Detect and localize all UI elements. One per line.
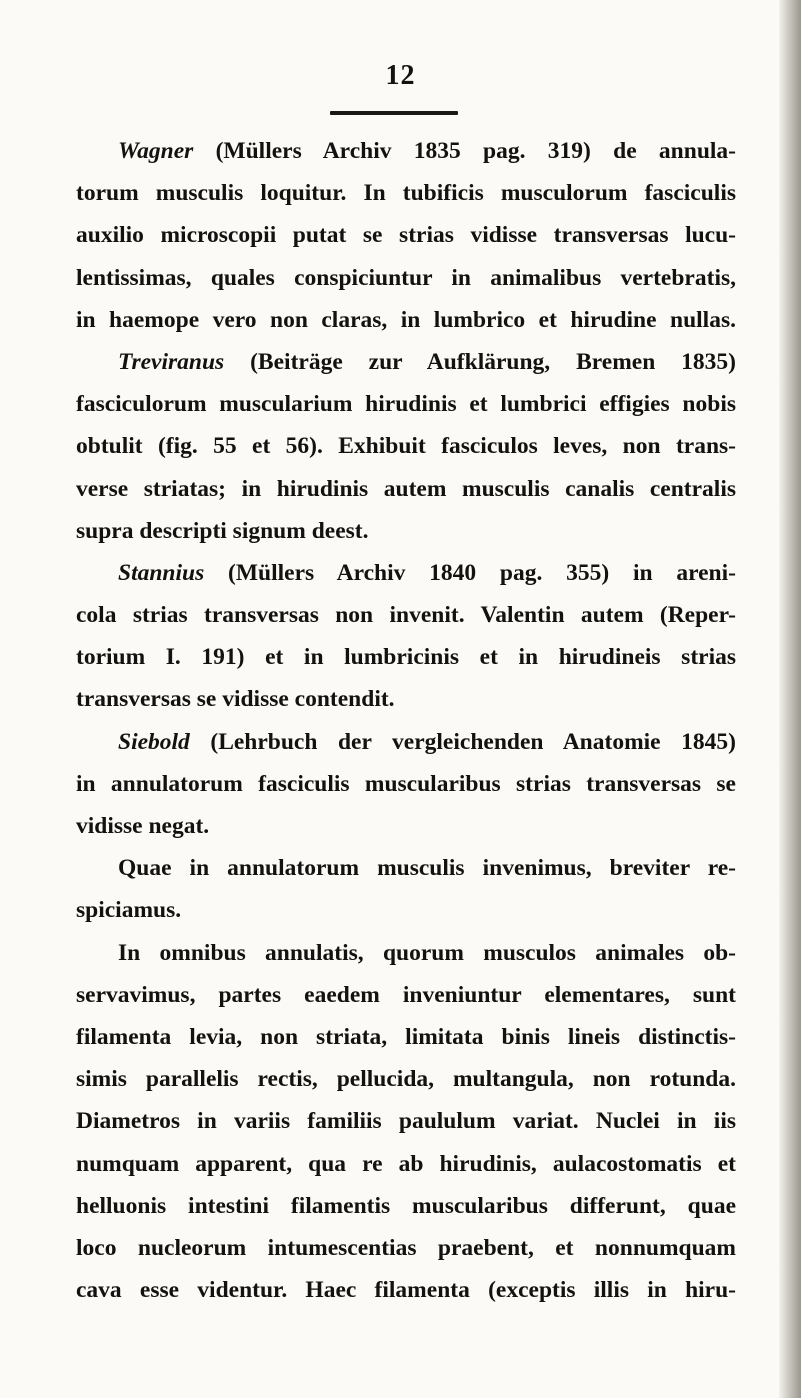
text-line: transversas se vidisse contendit. <box>76 686 395 713</box>
author-name: Wagner <box>118 138 194 164</box>
text-line: Quae in annulatorum musculis invenimus, breviter re- <box>118 855 736 882</box>
line-text: (Müllers Archiv 1835 pag. 319) de annula- <box>193 138 736 164</box>
text-line: filamenta levia, non striata, limitata binis lineis distinctis- <box>76 1023 736 1050</box>
text-line <box>76 341 736 383</box>
line-text: (Müllers Archiv 1840 pag. 355) in areni- <box>204 559 736 586</box>
text-line <box>76 721 736 763</box>
text-line: supra descripti signum deest. <box>76 517 369 544</box>
author-name: Treviranus <box>118 348 225 375</box>
text-line: lentissimas, quales conspiciuntur in animalibus vertebratis, <box>76 264 736 291</box>
text-line: numquam apparent, qua re ab hirudinis, aulacostomatis et <box>76 1150 736 1177</box>
text-line: cola strias transversas non invenit. Valentin autem (Reper- <box>76 602 736 629</box>
page-number: 12 <box>385 60 416 91</box>
text-line: obtulit (fig. 55 et 56). Exhibuit fasciculos leves, non trans- <box>76 433 736 460</box>
text-line: auxilio microscopii putat se strias vidisse transversas lucu- <box>76 222 736 249</box>
text-line: cava esse videntur. Haec filamenta (exceptis illis in hiru- <box>76 1277 736 1304</box>
text-line: simis parallelis rectis, pellucida, multangula, non rotunda. <box>76 1066 736 1093</box>
line-text: (Lehrbuch der vergleichenden Anatomie 1845) <box>189 728 736 755</box>
text-line: loco nucleorum intumescentias praebent, et nonnumquam <box>76 1234 736 1261</box>
text-line: In omnibus annulatis, quorum musculos animales ob- <box>118 939 736 966</box>
line-text: (Beiträge zur Aufklärung, Bremen 1835) <box>224 348 736 375</box>
text-line: vidisse negat. <box>76 813 210 839</box>
text-line: torium I. 191) et in lumbricinis et in hirudineis strias <box>76 644 736 671</box>
text-line: in haemope vero non claras, in lumbrico et hirudine nullas. <box>76 306 736 333</box>
text-line: helluonis intestini filamentis muscularibus differunt, quae <box>76 1192 736 1219</box>
header-rule <box>330 111 458 115</box>
text-line: spiciamus. <box>76 897 182 924</box>
author-name: Stannius <box>118 559 205 586</box>
text-line: verse striatas; in hirudinis autem musculis canalis centralis <box>76 475 736 502</box>
text-line: Diametros in variis familiis paululum variat. Nuclei in iis <box>76 1108 736 1135</box>
text-line <box>76 130 736 172</box>
text-line: in annulatorum fasciculis muscularibus strias transversas se <box>76 770 736 797</box>
text-line <box>76 552 736 594</box>
text-line: servavimus, partes eaedem inveniuntur elementares, sunt <box>76 981 736 1008</box>
text-line: torum musculis loquitur. In tubificis musculorum fasciculis <box>76 180 736 207</box>
text-line: fasciculorum muscularium hirudinis et lumbrici effigies nobis <box>76 391 736 418</box>
page-edge-shadow <box>779 0 801 1398</box>
author-name: Siebold <box>118 728 190 755</box>
body-text <box>76 130 736 1311</box>
